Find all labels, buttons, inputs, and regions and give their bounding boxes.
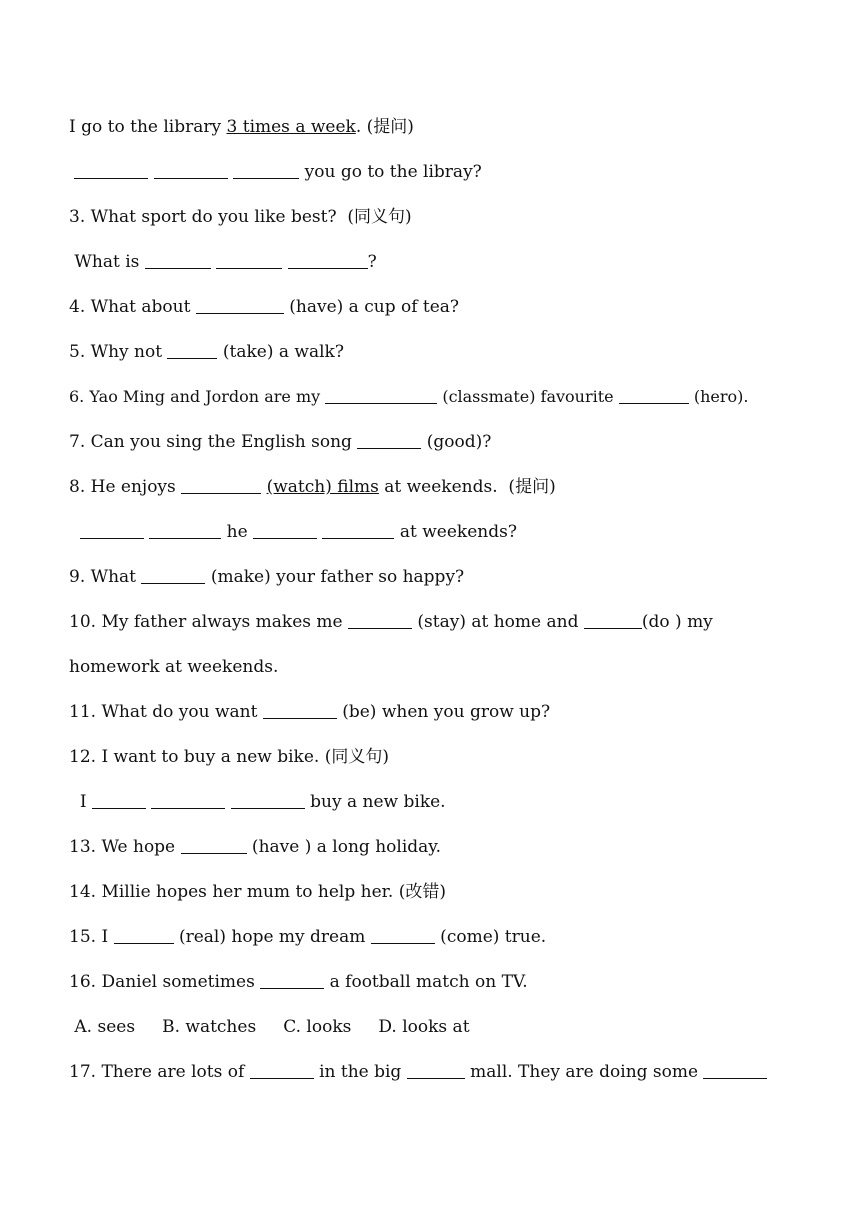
question-5 bbox=[69, 340, 344, 364]
question-2-answer-tail: you go to the libray? bbox=[299, 162, 482, 182]
question-3: 3. What sport do you like best? (同义句) bbox=[69, 207, 412, 227]
question-8-answer-mid: he bbox=[221, 522, 254, 542]
question-17-mid-1: in the big bbox=[313, 1062, 407, 1082]
question-12-answer bbox=[69, 790, 446, 814]
question-9-head: 9. What bbox=[69, 567, 142, 587]
answer-blank[interactable] bbox=[149, 522, 221, 539]
question-11 bbox=[69, 700, 550, 724]
answer-blank[interactable] bbox=[74, 162, 148, 179]
question-10 bbox=[69, 610, 713, 634]
question-12-answer-tail: buy a new bike. bbox=[304, 792, 446, 812]
answer-blank[interactable] bbox=[703, 1062, 767, 1079]
question-11-tail: (be) when you grow up? bbox=[336, 702, 551, 722]
answer-blank[interactable] bbox=[181, 477, 261, 494]
question-16-options bbox=[69, 1015, 470, 1039]
option-c[interactable]: C. looks bbox=[283, 1017, 352, 1037]
question-2-answer bbox=[69, 160, 482, 184]
question-2-underlined-phrase: 3 times a week bbox=[226, 117, 356, 137]
answer-blank[interactable] bbox=[154, 162, 228, 179]
answer-blank[interactable] bbox=[325, 387, 437, 404]
answer-blank[interactable] bbox=[196, 297, 284, 314]
question-4-head: 4. What about bbox=[69, 297, 196, 317]
option-b[interactable]: B. watches bbox=[162, 1017, 257, 1037]
answer-blank[interactable] bbox=[114, 927, 174, 944]
question-8-answer bbox=[69, 520, 517, 544]
question-10-mid: (stay) at home and bbox=[411, 612, 584, 632]
question-8 bbox=[69, 475, 556, 499]
answer-blank[interactable] bbox=[619, 387, 689, 404]
answer-blank[interactable] bbox=[322, 522, 394, 539]
question-8-head: 8. He enjoys bbox=[69, 477, 182, 497]
question-8-underlined-phrase: (watch) films bbox=[266, 477, 379, 497]
question-5-tail: (take) a walk? bbox=[217, 342, 344, 362]
question-5-head: 5. Why not bbox=[69, 342, 168, 362]
option-d[interactable]: D. looks at bbox=[378, 1017, 470, 1037]
answer-blank[interactable] bbox=[371, 927, 435, 944]
question-10-tail: (do ) my bbox=[641, 612, 713, 632]
answer-blank[interactable] bbox=[288, 252, 368, 269]
answer-blank[interactable] bbox=[357, 432, 421, 449]
question-15 bbox=[69, 925, 546, 949]
answer-blank[interactable] bbox=[145, 252, 211, 269]
answer-blank[interactable] bbox=[584, 612, 642, 629]
answer-blank[interactable] bbox=[233, 162, 299, 179]
answer-blank[interactable] bbox=[231, 792, 305, 809]
question-10-line-2: homework at weekends. bbox=[69, 657, 279, 677]
question-3-answer bbox=[69, 250, 377, 274]
question-8-tail: at weekends. (提问) bbox=[378, 477, 556, 497]
question-2-text-b: . (提问) bbox=[355, 117, 414, 137]
question-12-answer-head: I bbox=[79, 792, 92, 812]
question-10-head: 10. My father always makes me bbox=[69, 612, 348, 632]
question-6-head: 6. Yao Ming and Jordon are my bbox=[69, 387, 326, 406]
question-7-tail: (good)? bbox=[421, 432, 492, 452]
question-6 bbox=[69, 385, 748, 409]
answer-blank[interactable] bbox=[216, 252, 282, 269]
question-13-head: 13. We hope bbox=[69, 837, 181, 857]
question-15-tail: (come) true. bbox=[434, 927, 547, 947]
question-4 bbox=[69, 295, 459, 319]
question-9 bbox=[69, 565, 464, 589]
question-17-mid-2: mall. They are doing some bbox=[464, 1062, 704, 1082]
question-16-tail: a football match on TV. bbox=[324, 972, 528, 992]
question-12: 12. I want to buy a new bike. (同义句) bbox=[69, 747, 389, 767]
question-17-head: 17. There are lots of bbox=[69, 1062, 250, 1082]
answer-blank[interactable] bbox=[250, 1062, 314, 1079]
question-15-mid: (real) hope my dream bbox=[173, 927, 371, 947]
option-a[interactable]: A. sees bbox=[74, 1017, 136, 1037]
answer-blank[interactable] bbox=[253, 522, 317, 539]
answer-blank[interactable] bbox=[407, 1062, 465, 1079]
question-16 bbox=[69, 970, 528, 994]
answer-blank[interactable] bbox=[80, 522, 144, 539]
question-2 bbox=[69, 115, 414, 139]
question-3-answer-tail: ? bbox=[367, 252, 377, 272]
question-7-head: 7. Can you sing the English song bbox=[69, 432, 358, 452]
question-3-answer-head: What is bbox=[69, 252, 145, 272]
question-17 bbox=[69, 1060, 767, 1084]
answer-blank[interactable] bbox=[141, 567, 205, 584]
question-2-text-a: I go to the library bbox=[69, 117, 227, 137]
question-4-tail: (have) a cup of tea? bbox=[283, 297, 460, 317]
question-16-head: 16. Daniel sometimes bbox=[69, 972, 261, 992]
answer-blank[interactable] bbox=[167, 342, 217, 359]
answer-blank[interactable] bbox=[263, 702, 337, 719]
answer-blank[interactable] bbox=[181, 837, 247, 854]
answer-blank[interactable] bbox=[151, 792, 225, 809]
question-9-tail: (make) your father so happy? bbox=[205, 567, 465, 587]
question-8-answer-tail: at weekends? bbox=[394, 522, 517, 542]
question-13 bbox=[69, 835, 441, 859]
question-14: 14. Millie hopes her mum to help her. (改错) bbox=[69, 882, 446, 902]
answer-blank[interactable] bbox=[348, 612, 412, 629]
question-11-head: 11. What do you want bbox=[69, 702, 263, 722]
question-6-mid: (classmate) favourite bbox=[437, 387, 619, 406]
question-15-head: 15. I bbox=[69, 927, 114, 947]
answer-blank[interactable] bbox=[92, 792, 146, 809]
question-13-tail: (have ) a long holiday. bbox=[246, 837, 442, 857]
question-7 bbox=[69, 430, 491, 454]
question-6-tail: (hero). bbox=[688, 387, 749, 406]
answer-blank[interactable] bbox=[260, 972, 324, 989]
